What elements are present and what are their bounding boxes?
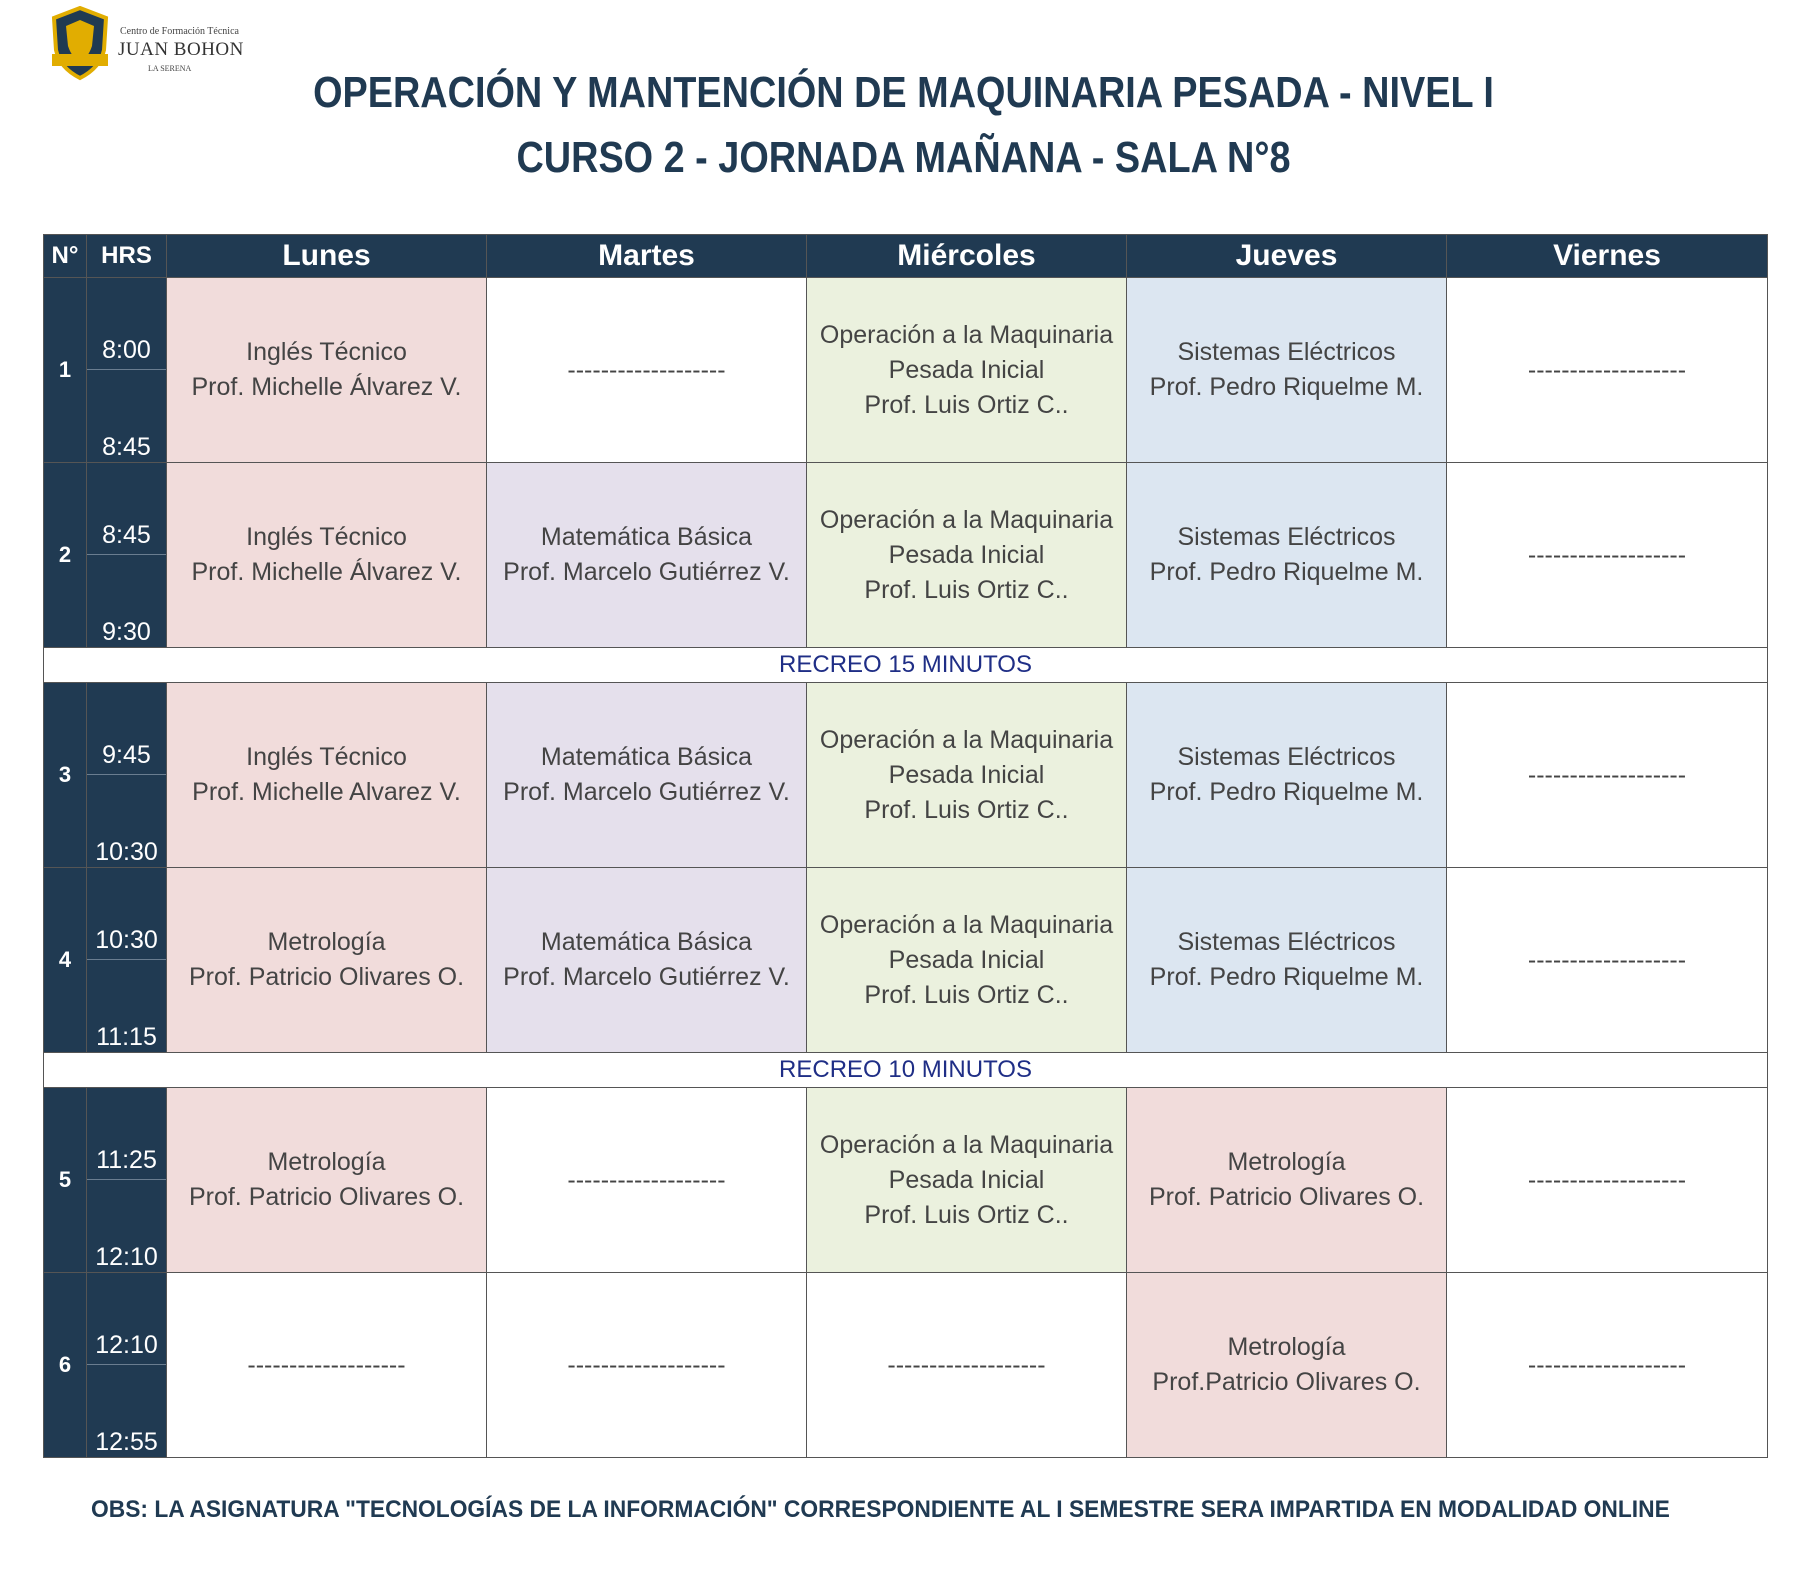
class-cell-line: Prof. Luis Ortiz C.. bbox=[864, 795, 1069, 824]
class-cell-line: Metrología bbox=[267, 928, 386, 956]
row-number: 6 bbox=[44, 1273, 87, 1458]
page-title: OPERACIÓN Y MANTENCIÓN DE MAQUINARIA PESADA - NIVEL I bbox=[313, 68, 1494, 117]
class-cell-line: Inglés Técnico bbox=[246, 523, 407, 551]
table-row bbox=[44, 868, 1768, 1053]
class-cell-line: Metrología bbox=[1227, 1333, 1346, 1361]
end-time: 12:55 bbox=[95, 1428, 158, 1456]
class-cell-line: Pesada Inicial bbox=[888, 540, 1045, 569]
class-cell bbox=[1447, 463, 1768, 648]
class-cell-line: Operación a la Maquinaria bbox=[819, 910, 1114, 939]
class-cell bbox=[1447, 868, 1768, 1053]
class-cell bbox=[1127, 1088, 1447, 1273]
class-cell bbox=[807, 278, 1127, 463]
end-time: 10:30 bbox=[95, 838, 158, 866]
time-cell bbox=[87, 1273, 167, 1458]
time-divider bbox=[87, 774, 166, 775]
row-number: 5 bbox=[44, 1088, 87, 1273]
class-cell-line: Sistemas Eléctricos bbox=[1177, 743, 1396, 771]
break-row bbox=[44, 1053, 1768, 1088]
header-miercoles: Miércoles bbox=[807, 235, 1127, 278]
table-row bbox=[44, 1273, 1768, 1458]
class-cell-line: Prof. Luis Ortiz C.. bbox=[864, 390, 1069, 419]
logo-line-3: LA SERENA bbox=[148, 64, 192, 73]
class-cell-line: Prof. Pedro Riquelme M. bbox=[1149, 778, 1424, 806]
class-cell-line: ------------------- bbox=[1527, 1350, 1687, 1379]
class-cell-line: Prof.Patricio Olivares O. bbox=[1152, 1368, 1421, 1396]
row-number: 1 bbox=[44, 278, 87, 463]
header-martes: Martes bbox=[487, 235, 807, 278]
time-cell bbox=[87, 1088, 167, 1273]
class-cell bbox=[487, 1273, 807, 1458]
class-cell-line: Prof. Luis Ortiz C.. bbox=[864, 575, 1069, 604]
class-cell-line: Prof. Luis Ortiz C.. bbox=[864, 980, 1069, 1009]
header-lunes: Lunes bbox=[167, 235, 487, 278]
class-cell-line: Prof. Michelle Alvarez V. bbox=[192, 778, 461, 806]
observation-note: OBS: LA ASIGNATURA "TECNOLOGÍAS DE LA INFORMACIÓN" CORRESPONDIENTE AL I SEMESTRE SERA IMPARTIDA EN MODALIDAD ONLINE bbox=[91, 1496, 1670, 1523]
class-cell bbox=[487, 683, 807, 868]
class-cell bbox=[167, 463, 487, 648]
class-cell-line: Prof. Patricio Olivares O. bbox=[188, 963, 465, 991]
class-cell bbox=[807, 463, 1127, 648]
schedule-table bbox=[43, 234, 1768, 1458]
end-time: 11:15 bbox=[96, 1023, 157, 1051]
class-cell-line: Sistemas Eléctricos bbox=[1177, 928, 1396, 956]
class-cell bbox=[1127, 683, 1447, 868]
class-cell bbox=[167, 868, 487, 1053]
page-subtitle: CURSO 2 - JORNADA MAÑANA - SALA N°8 bbox=[516, 133, 1291, 182]
time-divider bbox=[87, 554, 166, 555]
class-cell-line: Operación a la Maquinaria bbox=[819, 505, 1114, 534]
class-cell-line: Operación a la Maquinaria bbox=[819, 1130, 1114, 1159]
time-divider bbox=[87, 959, 166, 960]
header-num: N° bbox=[44, 235, 87, 278]
time-divider bbox=[87, 369, 166, 370]
class-cell-line: Pesada Inicial bbox=[888, 1165, 1045, 1194]
class-cell bbox=[487, 1088, 807, 1273]
class-cell-line: Operación a la Maquinaria bbox=[819, 725, 1114, 754]
row-number: 3 bbox=[44, 683, 87, 868]
start-time: 8:00 bbox=[102, 336, 151, 364]
class-cell-line: Sistemas Eléctricos bbox=[1177, 338, 1396, 366]
class-cell bbox=[167, 1273, 487, 1458]
class-cell-line: Inglés Técnico bbox=[246, 743, 407, 771]
end-time: 8:45 bbox=[102, 433, 151, 461]
class-cell-line: Operación a la Maquinaria bbox=[819, 320, 1114, 349]
class-cell-line: Prof. Patricio Olivares O. bbox=[1148, 1183, 1425, 1211]
class-cell-line: ------------------- bbox=[567, 1165, 726, 1194]
class-cell-line: ------------------- bbox=[1527, 945, 1687, 974]
class-cell bbox=[1127, 1273, 1447, 1458]
class-cell-line: Matemática Básica bbox=[540, 743, 753, 771]
class-cell-line: Prof. Marcelo Gutiérrez V. bbox=[503, 963, 790, 991]
break-label: RECREO 10 MINUTOS bbox=[44, 1053, 1768, 1088]
break-row bbox=[44, 648, 1768, 683]
class-cell bbox=[167, 1088, 487, 1273]
start-time: 9:45 bbox=[102, 741, 151, 769]
class-cell bbox=[807, 1088, 1127, 1273]
class-cell-line: Prof. Michelle Álvarez V. bbox=[191, 373, 462, 401]
start-time: 11:25 bbox=[96, 1146, 157, 1174]
time-divider bbox=[87, 1179, 166, 1180]
class-cell bbox=[1447, 1273, 1768, 1458]
end-time: 9:30 bbox=[102, 618, 151, 646]
class-cell-line: Prof. Patricio Olivares O. bbox=[188, 1183, 465, 1211]
table-row bbox=[44, 278, 1768, 463]
class-cell bbox=[167, 278, 487, 463]
class-cell-line: Prof. Pedro Riquelme M. bbox=[1149, 963, 1424, 991]
class-cell-line: Prof. Pedro Riquelme M. bbox=[1149, 558, 1424, 586]
header-viernes: Viernes bbox=[1447, 235, 1768, 278]
class-cell-line: Inglés Técnico bbox=[246, 338, 407, 366]
class-cell-line: ------------------- bbox=[1527, 1165, 1687, 1194]
logo-line-1: Centro de Formación Técnica bbox=[120, 26, 239, 37]
class-cell-line: Metrología bbox=[1227, 1148, 1346, 1176]
class-cell-line: Prof. Luis Ortiz C.. bbox=[864, 1200, 1069, 1229]
class-cell bbox=[807, 1273, 1127, 1458]
start-time: 10:30 bbox=[95, 926, 158, 954]
class-cell-line: ------------------- bbox=[247, 1350, 406, 1379]
logo-line-2: JUAN BOHON bbox=[118, 39, 244, 60]
time-cell bbox=[87, 683, 167, 868]
class-cell bbox=[807, 683, 1127, 868]
class-cell-line: ------------------- bbox=[887, 1350, 1046, 1379]
shield-crest-icon bbox=[48, 6, 112, 82]
class-cell-line: Pesada Inicial bbox=[888, 945, 1045, 974]
time-cell bbox=[87, 463, 167, 648]
row-number: 2 bbox=[44, 463, 87, 648]
header-hrs: HRS bbox=[87, 235, 167, 278]
class-cell-line: ------------------- bbox=[1527, 355, 1687, 384]
class-cell-line: ------------------- bbox=[1527, 540, 1687, 569]
break-label: RECREO 15 MINUTOS bbox=[44, 648, 1768, 683]
header-jueves: Jueves bbox=[1127, 235, 1447, 278]
start-time: 12:10 bbox=[95, 1331, 158, 1359]
class-cell-line: Sistemas Eléctricos bbox=[1177, 523, 1396, 551]
time-cell bbox=[87, 868, 167, 1053]
table-row bbox=[44, 683, 1768, 868]
class-cell bbox=[487, 463, 807, 648]
class-cell bbox=[1447, 278, 1768, 463]
end-time: 12:10 bbox=[95, 1243, 158, 1271]
class-cell-line: Prof. Marcelo Gutiérrez V. bbox=[503, 778, 790, 806]
class-cell-line: Pesada Inicial bbox=[888, 355, 1045, 384]
class-cell-line: Prof. Michelle Álvarez V. bbox=[191, 558, 462, 586]
class-cell-line: Matemática Básica bbox=[540, 523, 753, 551]
time-cell bbox=[87, 278, 167, 463]
row-number: 4 bbox=[44, 868, 87, 1053]
class-cell bbox=[1127, 868, 1447, 1053]
table-row bbox=[44, 463, 1768, 648]
header-row bbox=[44, 235, 1768, 278]
class-cell-line: Matemática Básica bbox=[540, 928, 753, 956]
class-cell bbox=[1127, 278, 1447, 463]
class-cell-line: ------------------- bbox=[567, 355, 726, 384]
class-cell bbox=[1447, 1088, 1768, 1273]
class-cell-line: Prof. Pedro Riquelme M. bbox=[1149, 373, 1424, 401]
class-cell bbox=[487, 868, 807, 1053]
class-cell-line: ------------------- bbox=[1527, 760, 1687, 789]
class-cell bbox=[1127, 463, 1447, 648]
class-cell bbox=[487, 278, 807, 463]
time-divider bbox=[87, 1364, 166, 1365]
class-cell bbox=[167, 683, 487, 868]
table-row bbox=[44, 1088, 1768, 1273]
class-cell-line: Metrología bbox=[267, 1148, 386, 1176]
class-cell-line: Prof. Marcelo Gutiérrez V. bbox=[503, 558, 790, 586]
class-cell-line: ------------------- bbox=[567, 1350, 726, 1379]
class-cell bbox=[807, 868, 1127, 1053]
start-time: 8:45 bbox=[102, 521, 151, 549]
class-cell bbox=[1447, 683, 1768, 868]
class-cell-line: Pesada Inicial bbox=[888, 760, 1045, 789]
